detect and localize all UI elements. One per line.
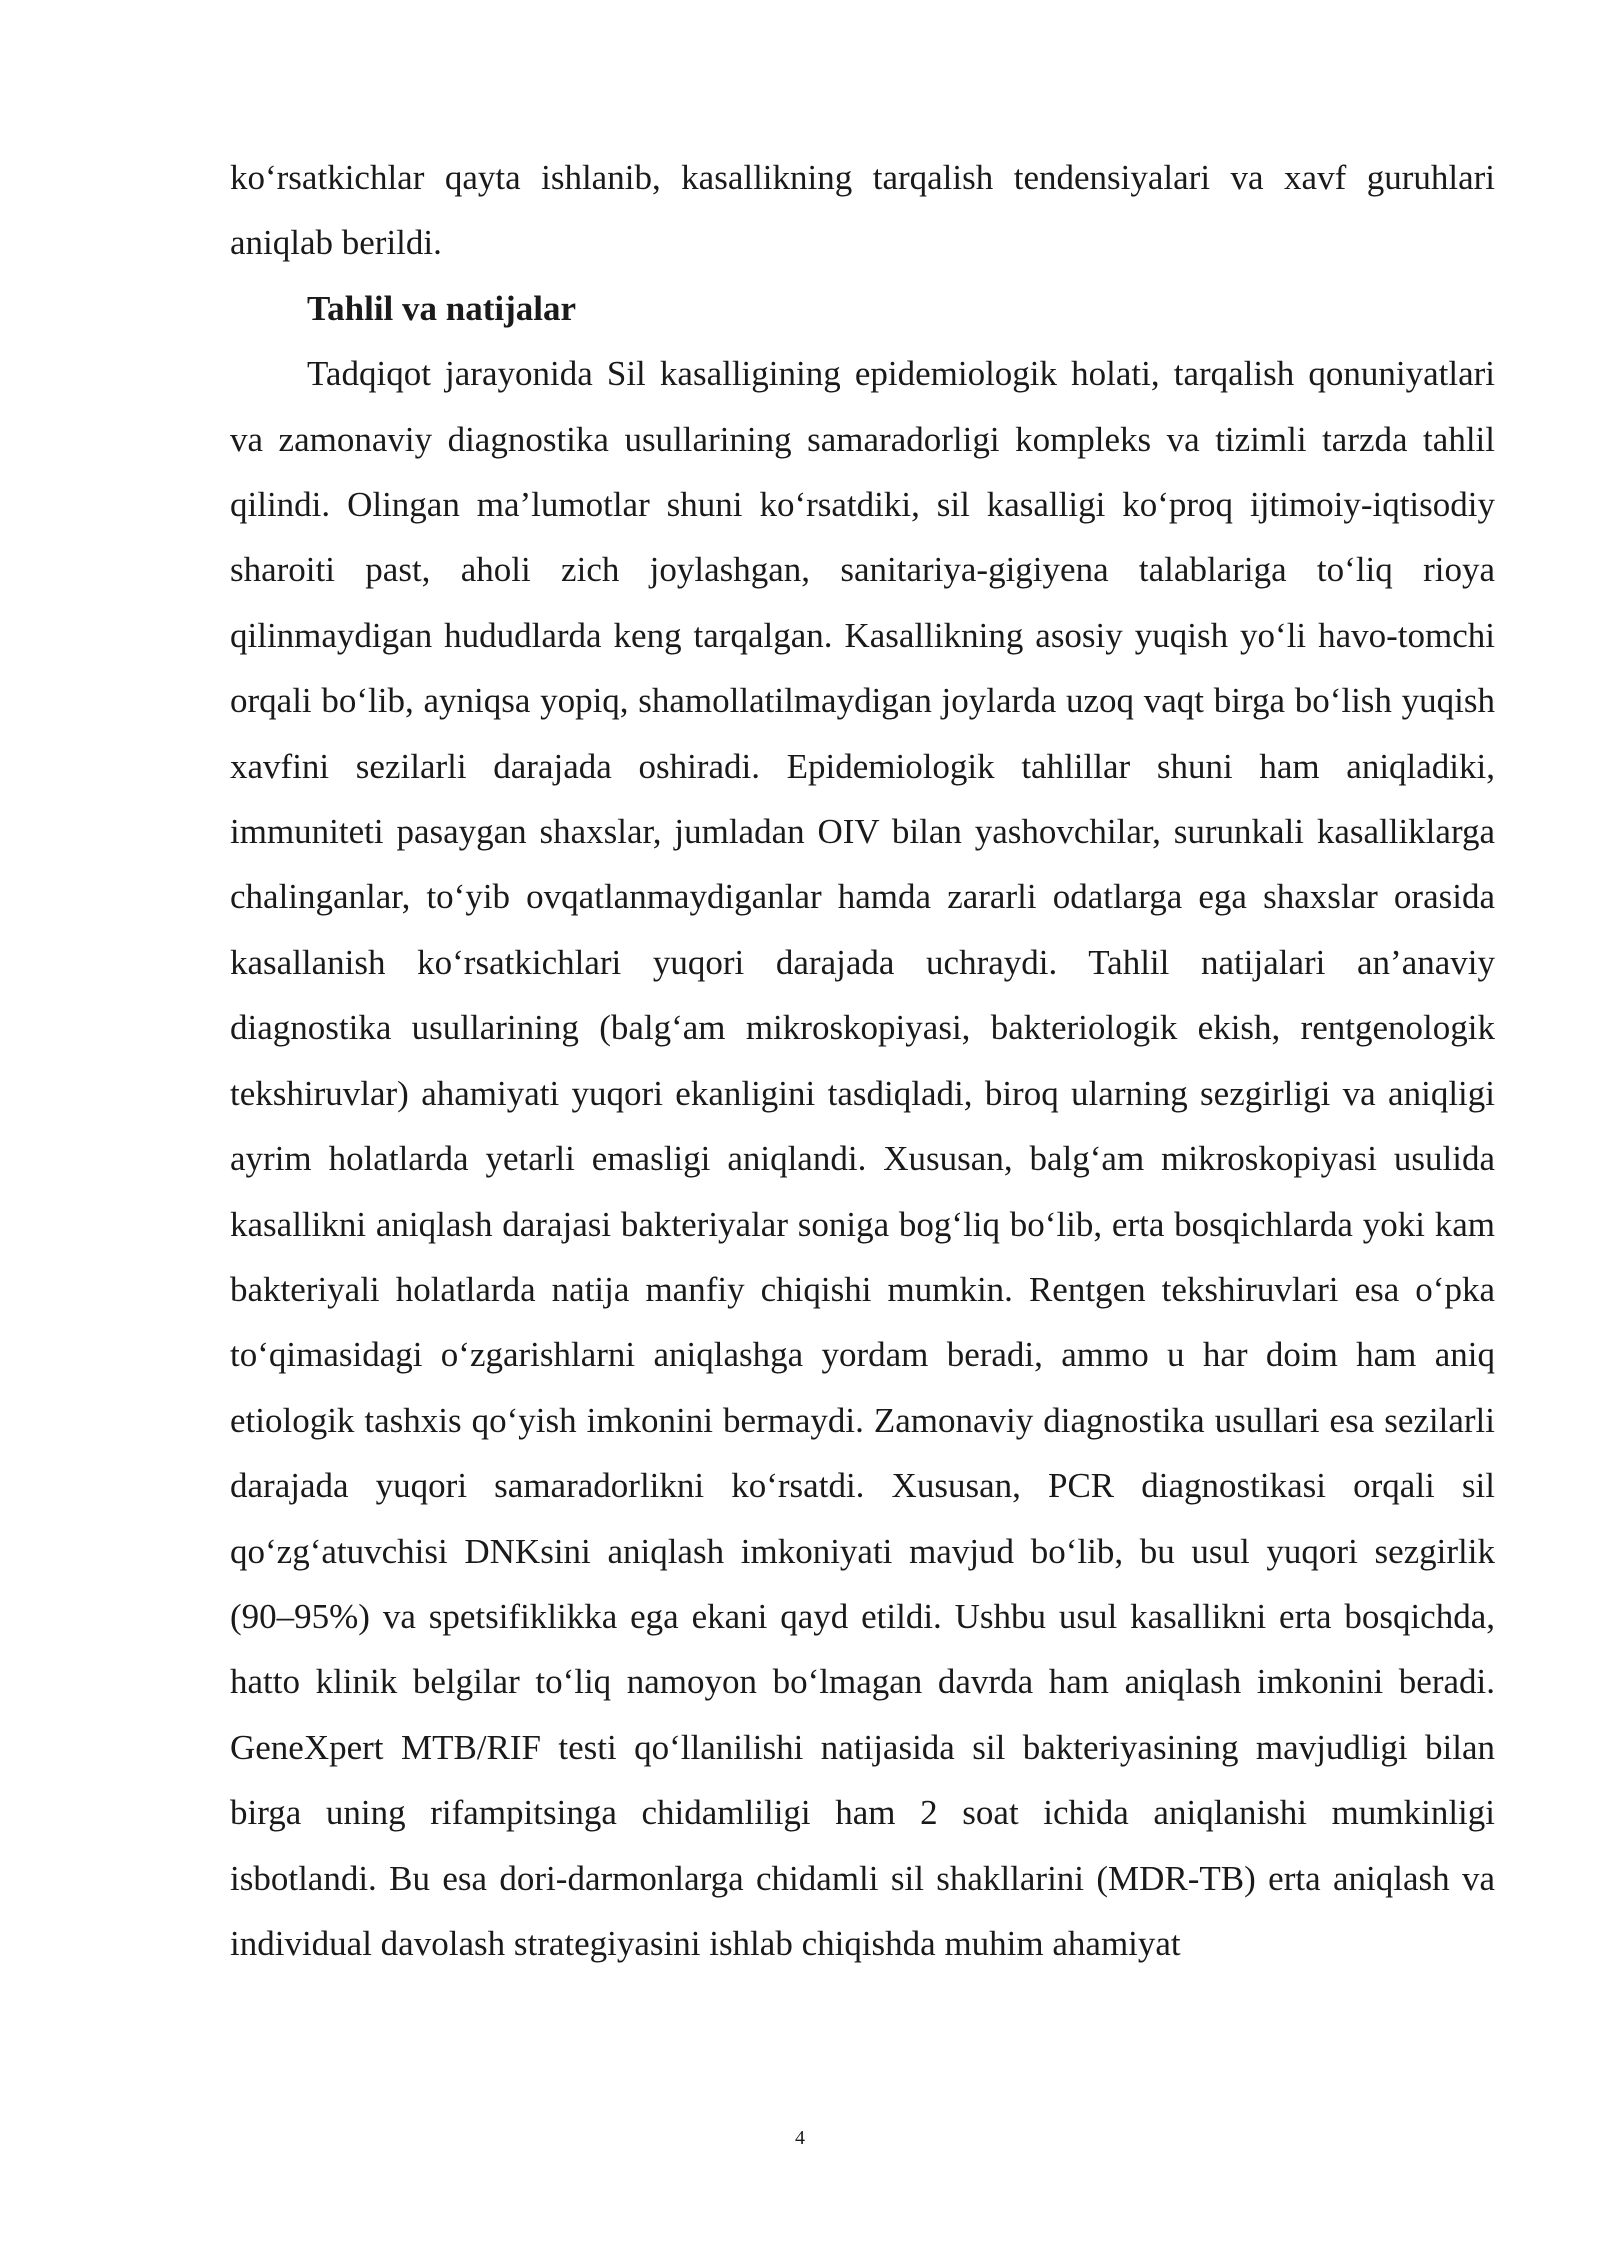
page-number: 4: [795, 2127, 805, 2149]
section-heading: Tahlil va natijalar: [307, 288, 577, 328]
page-text-block: [230, 145, 1495, 1976]
intro-paragraph: ko‘rsatkichlar qayta ishlanib, kasallikning tarqalish tendensiyalari va xavf guruhlari aniqlab berildi.: [230, 158, 1495, 263]
body-paragraph: Tadqiqot jarayonida Sil kasalligining epidemiologik holati, tarqalish qonuniyatlari va zamonaviy diagnostika usullarining samaradorligi kompleks va tizimli tarzda tahlil qilindi. Olingan ma’lumotlar shuni ko‘rsatdiki, sil kasalligi ko‘proq ijtimoiy-iqtisodiy sharoiti past, aholi zich joylashgan, sanitariya-gigiyena talablariga to‘liq rioya qilinmaydigan hududlarda keng tarqalgan. Kasallikning asosiy yuqish yo‘li havo-tomchi orqali bo‘lib, ayniqsa yopiq, shamollatilmaydigan joylarda uzoq vaqt birga bo‘lish yuqish xavfini sezilarli darajada oshiradi. Epidemiologik tahlillar shuni ham aniqladiki, immuniteti pasaygan shaxslar, jumladan OIV bilan yashovchilar, surunkali kasalliklarga chalinganlar, to‘yib ovqatlanmaydiganlar hamda zararli odatlarga ega shaxslar orasida kasallanish ko‘rsatkichlari yuqori darajada uchraydi. Tahlil natijalari an’anaviy diagnostika usullarining (balg‘am mikroskopiyasi, bakteriologik ekish, rentgenologik tekshiruvlar) ahamiyati yuqori ekanligini tasdiqladi, biroq ularning sezgirligi va aniqligi ayrim holatlarda yetarli emasligi aniqlandi. Xususan, balg‘am mikroskopiyasi usulida kasallikni aniqlash darajasi bakteriyalar soniga bog‘liq bo‘lib, erta bosqichlarda yoki kam bakteriyali holatlarda natija manfiy chiqishi mumkin. Rentgen tekshiruvlari esa o‘pka to‘qimasidagi o‘zgarishlarni aniqlashga yordam beradi, ammo u har doim ham aniq etiologik tashxis qo‘yish imkonini bermaydi. Zamonaviy diagnostika usullari esa sezilarli darajada yuqori samaradorlikni ko‘rsatdi. Xususan, PCR diagnostikasi orqali sil qo‘zg‘atuvchisi DNKsini aniqlash imkoniyati mavjud bo‘lib, bu usul yuqori sezgirlik (90–95%) va spetsifiklikka ega ekani qayd etildi. Ushbu usul kasallikni erta bosqichda, hatto klinik belgilar to‘liq namoyon bo‘lmagan davrda ham aniqlash imkonini beradi. GeneXpert MTB/RIF testi qo‘llanilishi natijasida sil bakteriyasining mavjudligi bilan birga uning rifampitsinga chidamliligi ham 2 soat ichida aniqlanishi mumkinligi isbotlandi. Bu esa dori-darmonlarga chidamli sil shakllarini (MDR-TB) erta aniqlash va individual davolash strategiyasini ishlab chiqishda muhim ahamiyat: [230, 354, 1495, 1963]
